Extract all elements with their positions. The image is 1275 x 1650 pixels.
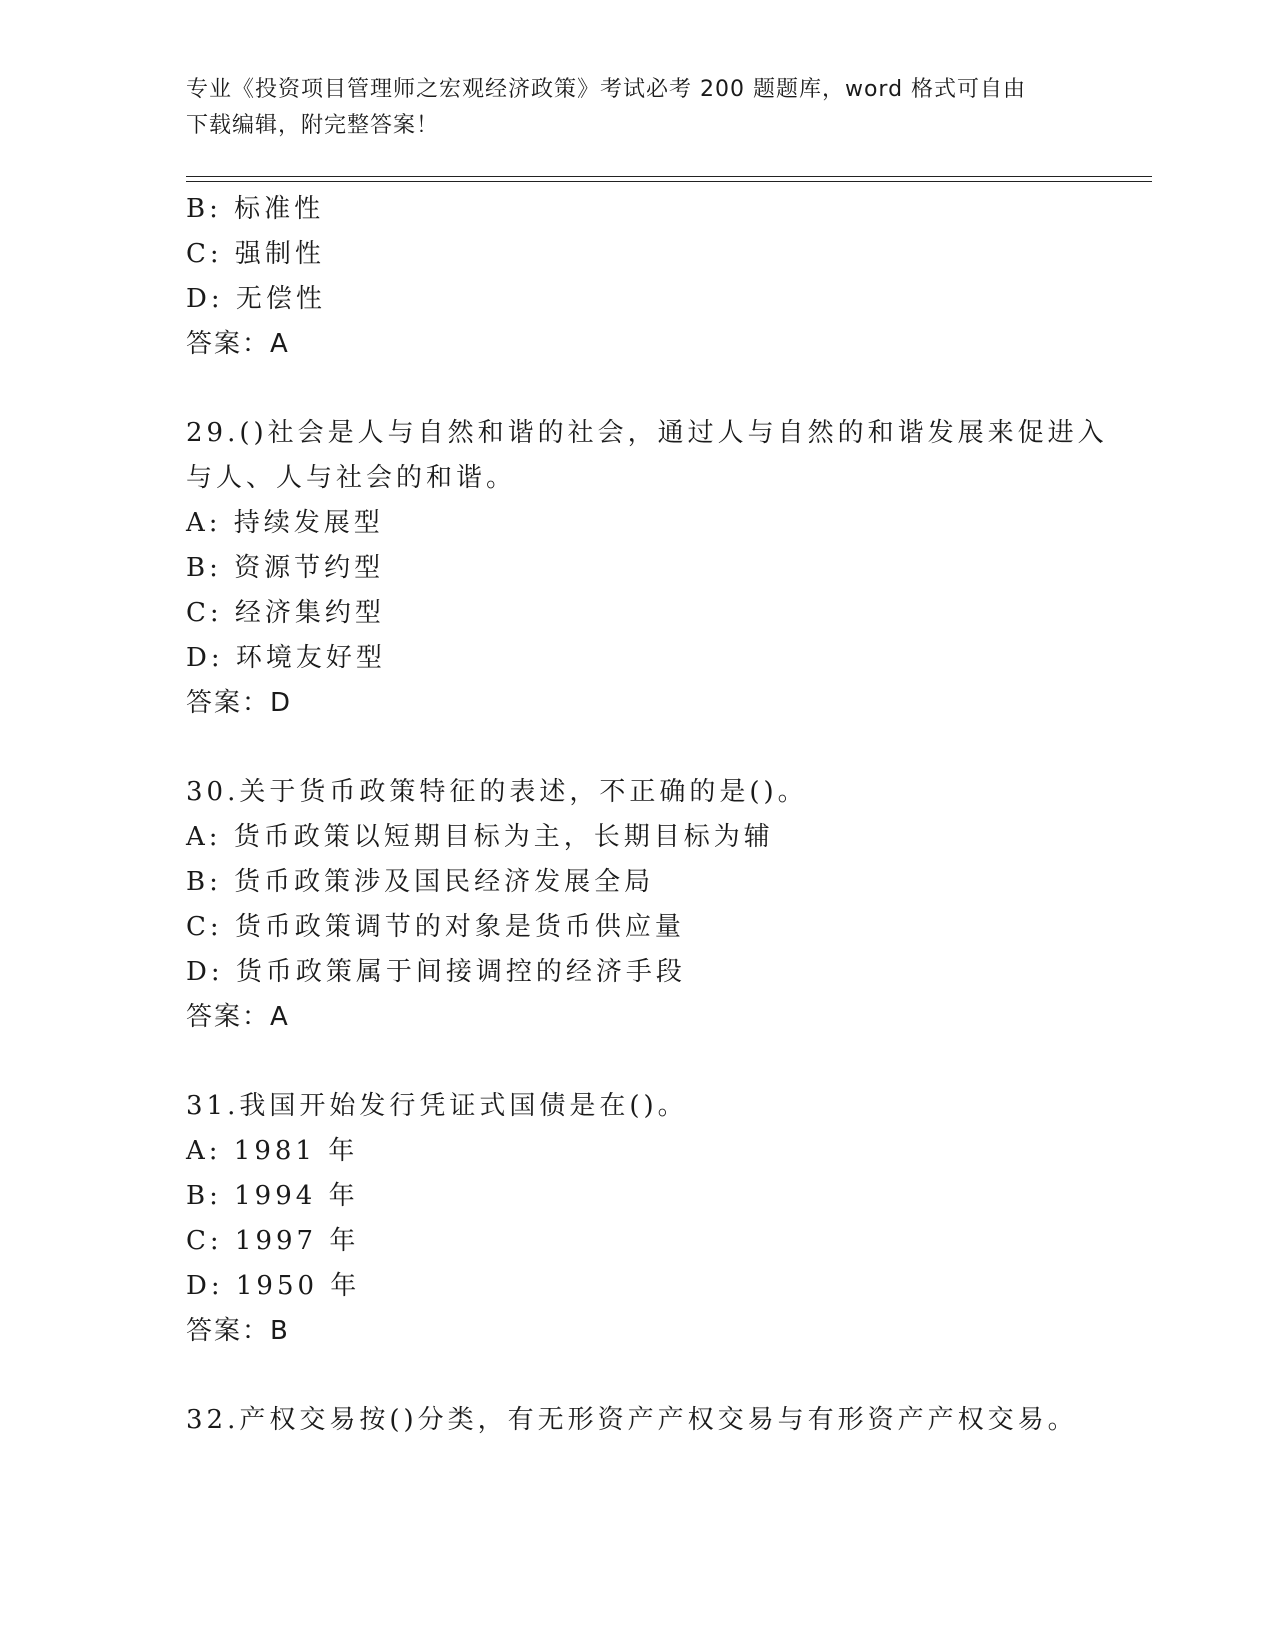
option-a: A: 1981 年 <box>186 1136 359 1166</box>
question-29-stem: 29.()社会是人与自然和谐的社会，通过人与自然的和谐发展来促进入 <box>186 418 1108 448</box>
option-d: D: 无偿性 <box>186 284 326 314</box>
question-29-stem-cont: 与人、人与社会的和谐。 <box>186 463 517 493</box>
header-line-1: 专业《投资项目管理师之宏观经济政策》考试必考 200 题题库，word 格式可自由 <box>186 77 1027 102</box>
answer: 答案：A <box>186 1002 290 1032</box>
question-31-stem: 31.我国开始发行凭证式国债是在()。 <box>186 1091 688 1121</box>
answer: 答案：D <box>186 688 293 718</box>
option-b: B: 货币政策涉及国民经济发展全局 <box>186 867 655 897</box>
option-c: C: 强制性 <box>186 239 325 269</box>
option-d: D: 1950 年 <box>186 1271 361 1301</box>
document-header <box>186 72 1066 144</box>
option-c: C: 经济集约型 <box>186 598 385 628</box>
answer: 答案：B <box>186 1316 290 1346</box>
option-b: B: 1994 年 <box>186 1181 359 1211</box>
option-c: C: 1997 年 <box>186 1226 360 1256</box>
header-divider-bottom <box>186 181 1152 182</box>
option-a: A: 持续发展型 <box>186 508 384 538</box>
question-30-stem: 30.关于货币政策特征的表述，不正确的是()。 <box>186 777 808 807</box>
answer: 答案：A <box>186 329 290 359</box>
header-divider-top <box>186 176 1152 177</box>
option-d: D: 环境友好型 <box>186 643 386 673</box>
question-32-stem: 32.产权交易按()分类，有无形资产产权交易与有形资产产权交易。 <box>186 1405 1078 1435</box>
option-a: A: 货币政策以短期目标为主，长期目标为辅 <box>186 822 774 852</box>
option-c: C: 货币政策调节的对象是货币供应量 <box>186 912 685 942</box>
option-b: B: 标准性 <box>186 194 325 224</box>
header-line-2: 下载编辑，附完整答案！ <box>186 113 440 138</box>
option-b: B: 资源节约型 <box>186 553 385 583</box>
option-d: D: 货币政策属于间接调控的经济手段 <box>186 957 686 987</box>
